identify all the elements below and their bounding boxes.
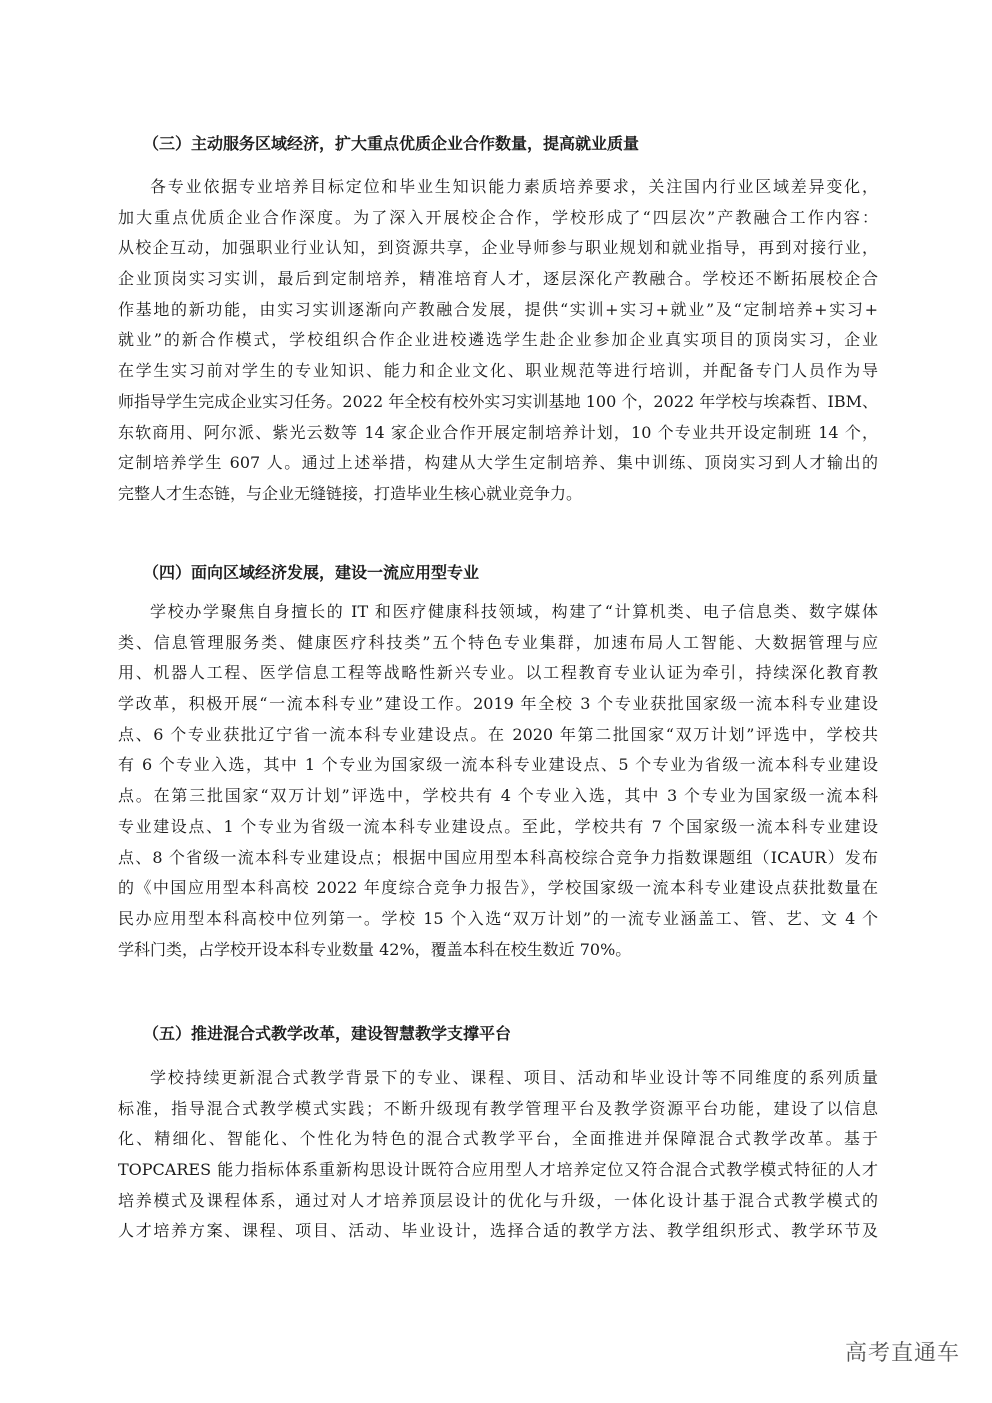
- text-line: 培养模式及课程体系，通过对人才培养顶层设计的优化与升级，一体化设计基于混合式教学模式的: [118, 1190, 878, 1210]
- text-line: 化、精细化、智能化、个性化为特色的混合式教学平台，全面推进并保障混合式教学改革。基于: [118, 1129, 878, 1149]
- text-line: 人才培养方案、课程、项目、活动、毕业设计，选择合适的教学方法、教学组织形式、教学环节及: [118, 1221, 878, 1241]
- text-line: 东软商用、阿尔派、紫光云数等 14 家企业合作开展定制培养计划，10 个专业共开设定制班 14 个，: [118, 422, 878, 442]
- section-heading-5: （五）推进混合式教学改革，建设智慧教学支撑平台: [143, 1024, 512, 1043]
- text-line: 点、6 个专业获批辽宁省一流本科专业建设点。在 2020 年第二批国家“双万计划”评选中，学校共: [118, 724, 878, 744]
- text-line: 就业”的新合作模式，学校组织合作企业进校遴选学生赴企业参加企业真实项目的顶岗实习，企业: [118, 330, 878, 350]
- text-line: 专业建设点、1 个专业为省级一流本科专业建设点。至此，学校共有 7 个国家级一流本科专业建设: [118, 816, 878, 836]
- section-body-4: [118, 597, 878, 965]
- section-body-5: [118, 1063, 878, 1247]
- text-line: 学校办学聚焦自身擅长的 IT 和医疗健康科技领域，构建了“计算机类、电子信息类、数字媒体: [150, 602, 878, 621]
- section-body-3: [118, 172, 878, 510]
- text-line: 的《中国应用型本科高校 2022 年度综合竞争力报告》，学校国家级一流本科专业建设点获批数量在: [118, 878, 878, 898]
- text-line: 点。在第三批国家“双万计划”评选中，学校共有 4 个专业入选，其中 3 个专业为国家级一流本科: [118, 786, 878, 806]
- watermark: 高考直通车: [844, 1341, 960, 1366]
- text-line: 师指导学生完成企业实习任务。2022 年全校有校外实习实训基地 100 个，2022 年学校与埃森哲、IBM、: [118, 391, 878, 411]
- text-line: 民办应用型本科高校中位列第一。学校 15 个入选“双万计划”的一流专业涵盖工、管、艺、文 4 个: [118, 908, 878, 928]
- text-line: TOPCARES 能力指标体系重新构思设计既符合应用型人才培养定位又符合混合式教学模式特征的人才: [118, 1160, 878, 1180]
- text-line: 标准，指导混合式教学模式实践；不断升级现有教学管理平台及教学资源平台功能，建设了以信息: [118, 1098, 878, 1118]
- text-line: 作基地的新功能，由实习实训逐渐向产教融合发展，提供“实训+实习+就业”及“定制培养+实习+: [118, 299, 878, 319]
- text-line: 学改革，积极开展“一流本科专业”建设工作。2019 年全校 3 个专业获批国家级一流本科专业建设: [118, 694, 878, 714]
- text-line: 从校企互动，加强职业行业认知，到资源共享，企业导师参与职业规划和就业指导，再到对接行业，: [118, 238, 878, 258]
- text-line: 完整人才生态链，与企业无缝链接，打造毕业生核心就业竞争力。: [118, 483, 583, 503]
- section-heading-3: （三）主动服务区域经济，扩大重点优质企业合作数量，提高就业质量: [143, 134, 640, 153]
- text-line: 有 6 个专业入选，其中 1 个专业为国家级一流本科专业建设点、5 个专业为省级一流本科专业建设: [118, 755, 878, 775]
- text-line: 点、8 个省级一流本科专业建设点；根据中国应用型本科高校综合竞争力指数课题组（ICAUR）发布: [118, 847, 878, 867]
- text-line: 在学生实习前对学生的专业知识、能力和企业文化、职业规范等进行培训，并配备专门人员作为导: [118, 361, 878, 381]
- text-line: 类、信息管理服务类、健康医疗科技类”五个特色专业集群，加速布局人工智能、大数据管理与应: [118, 632, 878, 652]
- text-line: 加大重点优质企业合作深度。为了深入开展校企合作，学校形成了“四层次”产教融合工作内容：: [118, 207, 878, 227]
- text-line: 定制培养学生 607 人。通过上述举措，构建从大学生定制培养、集中训练、顶岗实习到人才输出的: [118, 453, 878, 473]
- text-line: 学校持续更新混合式教学背景下的专业、课程、项目、活动和毕业设计等不同维度的系列质量: [150, 1068, 878, 1087]
- text-line: 用、机器人工程、医学信息工程等战略性新兴专业。以工程教育专业认证为牵引，持续深化教育教: [118, 663, 878, 683]
- text-line: 企业顶岗实习实训，最后到定制培养，精准培育人才，逐层深化产教融合。学校还不断拓展校企合: [118, 269, 878, 289]
- text-line: 各专业依据专业培养目标定位和毕业生知识能力素质培养要求，关注国内行业区域差异变化，: [150, 177, 878, 196]
- text-line: 学科门类，占学校开设本科专业数量 42%，覆盖本科在校生数近 70%。: [118, 939, 632, 959]
- section-heading-4: （四）面向区域经济发展，建设一流应用型专业: [143, 563, 480, 582]
